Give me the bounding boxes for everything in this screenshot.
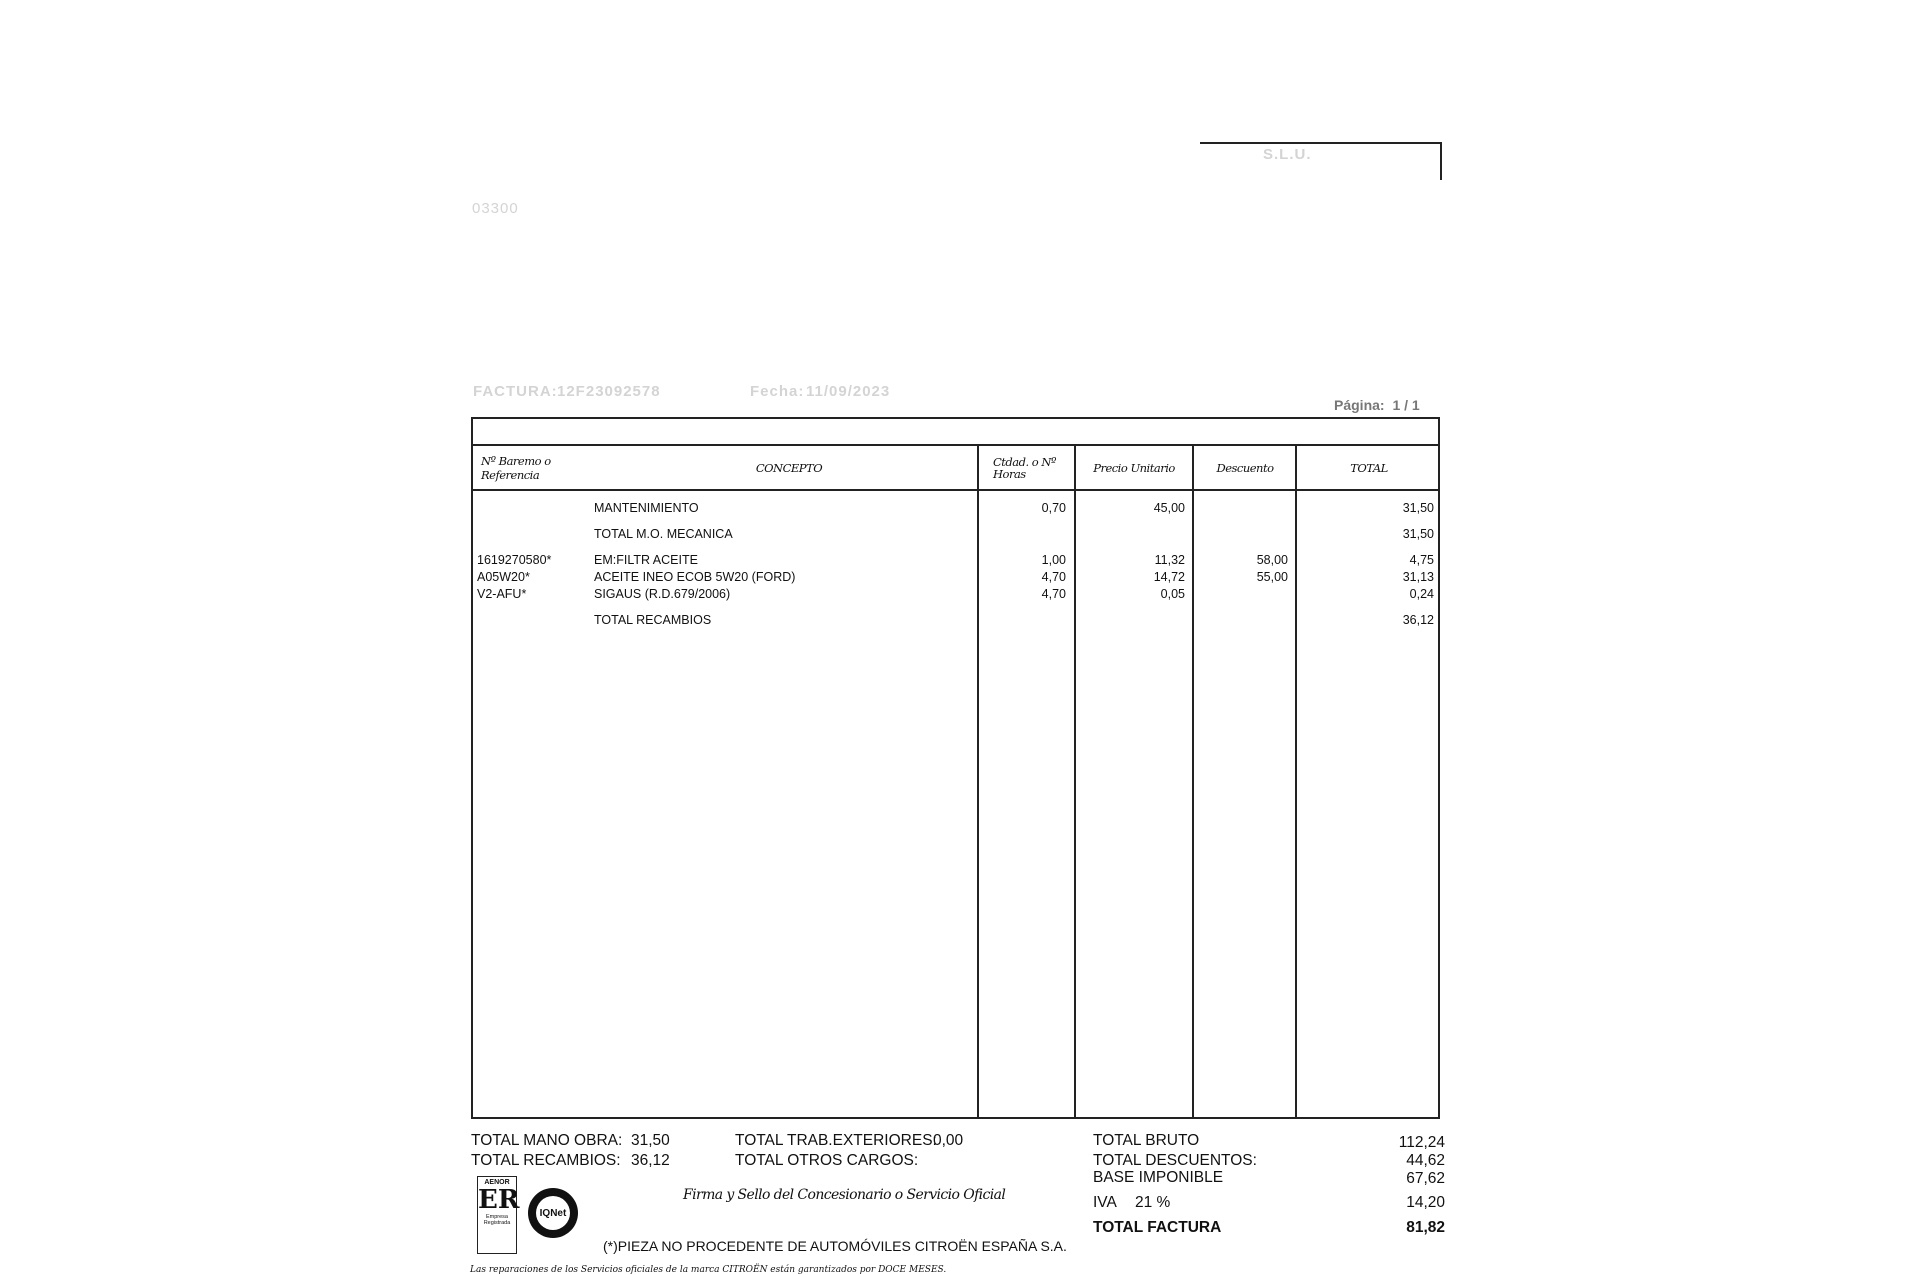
aenor-er-mark: ER: [478, 1185, 520, 1215]
cell-descuento: 58,00: [1256, 553, 1288, 567]
garantia-note: Las reparaciones de los Servicios oficiales de la marca CITROËN están garantizados por DOCE MESES.: [470, 1265, 947, 1275]
trab-ext-value: 0,00: [933, 1132, 964, 1149]
iqnet-label: IQNet: [536, 1196, 570, 1230]
postal-code: 03300: [472, 200, 519, 217]
header-ref: Nº Baremo o Referencia: [481, 453, 551, 482]
mano-obra-value: 31,50: [631, 1132, 670, 1149]
table-row: [473, 527, 1438, 543]
fecha-value: 11/09/2023: [806, 383, 891, 400]
table-row: [473, 587, 1438, 603]
col-divider: [1074, 444, 1076, 1117]
cell-cantidad: 1,00: [1041, 553, 1066, 567]
col-divider: [1295, 444, 1297, 1117]
cell-precio: 11,32: [1154, 553, 1185, 567]
cell-total: 4,75: [1409, 553, 1434, 567]
total-factura-value: 81,82: [1406, 1219, 1445, 1236]
table-row: [473, 553, 1438, 569]
aenor-subtitle: Empresa Registrada: [483, 1214, 511, 1226]
cell-total: 0,24: [1409, 587, 1434, 601]
cell-total: 31,50: [1402, 501, 1434, 515]
cell-cantidad: 4,70: [1041, 570, 1066, 584]
table-row: [473, 501, 1438, 517]
cell-ref: 1619270580*: [477, 553, 552, 567]
iva-label: IVA: [1093, 1194, 1117, 1211]
invoice-table: [471, 417, 1440, 1119]
cell-ref: V2-AFU*: [477, 587, 527, 601]
iqnet-logo: [528, 1188, 578, 1238]
cell-concepto: EM:FILTR ACEITE: [594, 553, 698, 567]
factura-label: FACTURA:: [473, 383, 558, 400]
cell-total: 36,12: [1402, 613, 1434, 627]
pagina-value: 1 / 1: [1392, 397, 1420, 413]
base-imponible-value: 67,62: [1406, 1170, 1445, 1187]
header-concepto: CONCEPTO: [755, 460, 823, 475]
aenor-title: AENOR: [484, 1179, 510, 1186]
cell-total: 31,50: [1402, 527, 1434, 541]
header-total: TOTAL: [1350, 460, 1388, 475]
iva-rate: 21 %: [1135, 1194, 1171, 1211]
firma-sello-caption: Firma y Sello del Concesionario o Servicio Oficial: [683, 1187, 1006, 1203]
mano-obra-label: TOTAL MANO OBRA:: [471, 1132, 623, 1149]
trab-ext-label: TOTAL TRAB.EXTERIORES:: [735, 1132, 937, 1149]
cell-concepto: ACEITE INEO ECOB 5W20 (FORD): [594, 570, 796, 584]
cell-descuento: 55,00: [1256, 570, 1288, 584]
factura-number: 12F23092578: [557, 383, 661, 400]
otros-cargos-label: TOTAL OTROS CARGOS:: [735, 1152, 919, 1169]
header-precio: Precio Unitario: [1093, 460, 1175, 475]
descuentos-value: 44,62: [1406, 1152, 1445, 1169]
cell-cantidad: 4,70: [1041, 587, 1066, 601]
header-descuento: Descuento: [1216, 460, 1274, 475]
bruto-label: TOTAL BRUTO: [1093, 1132, 1200, 1149]
pieza-note: (*)PIEZA NO PROCEDENTE DE AUTOMÓVILES CITROËN ESPAÑA S.A.: [603, 1238, 1067, 1254]
total-factura-label: TOTAL FACTURA: [1093, 1219, 1222, 1236]
cell-ref: A05W20*: [477, 570, 530, 584]
table-row: [473, 613, 1438, 629]
cell-precio: 0,05: [1160, 587, 1185, 601]
header-cantidad: Ctdad. o Nº Horas: [993, 454, 1056, 481]
cell-concepto: SIGAUS (R.D.679/2006): [594, 587, 731, 601]
table-header-separator: [473, 489, 1438, 491]
recambios-label: TOTAL RECAMBIOS:: [471, 1152, 621, 1169]
address-box-border: [1200, 142, 1442, 180]
cell-concepto: TOTAL M.O. MECANICA: [594, 527, 733, 541]
descuentos-label: TOTAL DESCUENTOS:: [1093, 1152, 1257, 1169]
pagina-label: Página:: [1334, 397, 1385, 413]
cell-concepto: MANTENIMIENTO: [594, 501, 699, 515]
iva-value: 14,20: [1406, 1194, 1445, 1211]
cell-cantidad: 0,70: [1041, 501, 1066, 515]
col-divider: [1192, 444, 1194, 1117]
cell-concepto: TOTAL RECAMBIOS: [594, 613, 712, 627]
company-suffix: S.L.U.: [1263, 146, 1312, 163]
recambios-value: 36,12: [631, 1152, 670, 1169]
fecha-label: Fecha:: [750, 383, 805, 400]
cell-precio: 14,72: [1153, 570, 1185, 584]
table-row: [473, 570, 1438, 586]
col-divider: [977, 444, 979, 1117]
bruto-value: 112,24: [1398, 1134, 1445, 1151]
aenor-logo: [477, 1176, 520, 1254]
cell-precio: 45,00: [1153, 501, 1185, 515]
base-imponible-label: BASE IMPONIBLE: [1093, 1169, 1224, 1186]
cell-total: 31,13: [1402, 570, 1434, 584]
page-indicator: [1334, 397, 1420, 413]
